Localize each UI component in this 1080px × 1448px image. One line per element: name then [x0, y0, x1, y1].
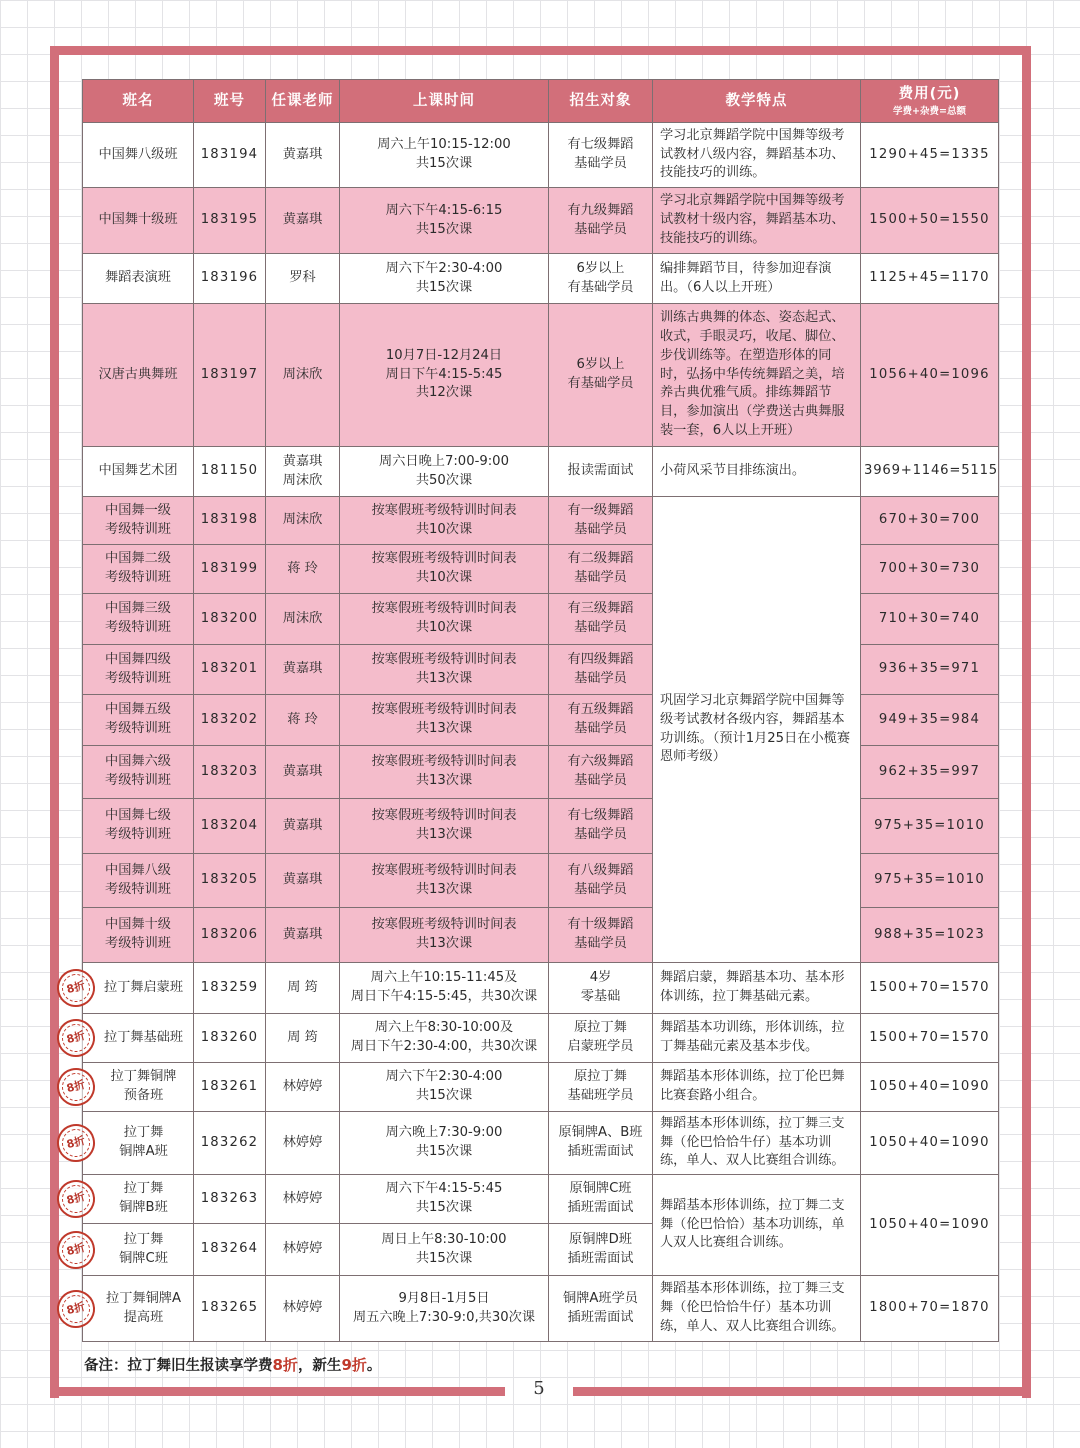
time-line: 共13次课: [415, 773, 473, 788]
target-line: 有十级舞蹈: [567, 917, 634, 933]
time-line: 周六下午2:30-4:00: [385, 260, 503, 276]
fee: 710+30=740: [861, 594, 999, 645]
time-line: 按寒假班考级特训时间表: [371, 702, 517, 718]
target-line: 有四级舞蹈: [567, 651, 634, 667]
fee: 975+35=1010: [861, 854, 999, 908]
time-line: 周日下午4:15-5:45，共30次课: [350, 989, 538, 1004]
class-code: 183206: [194, 908, 266, 963]
class-time: [340, 1014, 549, 1063]
name-line: 预备班: [123, 1088, 164, 1103]
header-fee-subtitle: 学费+杂费=总额: [893, 105, 966, 117]
feature: 训练古典舞的体态、姿态起式、收式，手眼灵巧，收尾、脚位、步伐训练等。在塑造形体的同时，弘扬中华传统舞蹈之美，培养古典优雅气质。排练舞蹈节目，参加演出（学费送古典舞服装一套，6人以上开班）: [653, 304, 861, 447]
class-time: [340, 188, 549, 254]
target: [549, 254, 653, 304]
class-code: 183203: [194, 746, 266, 799]
class-schedule-table: [65, 79, 999, 1342]
target: [549, 854, 653, 908]
target-line: 基础学员: [574, 156, 627, 171]
time-line: 周六下午2:30-4:00: [385, 1069, 503, 1085]
time-line: 共10次课: [415, 570, 473, 585]
target-line: 基础班学员: [567, 1088, 634, 1103]
table-row: [83, 594, 999, 645]
time-line: 周六上午8:30-10:00及: [374, 1020, 514, 1036]
fee: 670+30=700: [861, 497, 999, 545]
fee: 1050+40=1090: [861, 1112, 999, 1175]
target: [549, 1276, 653, 1342]
grade-feature: 巩固学习北京舞蹈学院中国舞等级考试教材各级内容，舞蹈基本功训练。（预计1月25日在小榄赛恩师考级）: [653, 497, 861, 963]
target: [549, 123, 653, 188]
table-row: [83, 1276, 999, 1342]
teacher: 林婷婷: [266, 1175, 340, 1224]
target-line: 基础学员: [574, 721, 627, 736]
target-line: 原铜牌C班: [569, 1181, 632, 1197]
class-name: [65, 1112, 194, 1175]
class-time: [340, 304, 549, 447]
teacher: 周 筠: [266, 1014, 340, 1063]
target: [549, 1063, 653, 1112]
class-code: 183264: [194, 1224, 266, 1276]
time-line: 周六日晚上7:00-9:00: [379, 453, 509, 469]
teacher: 罗科: [266, 254, 340, 304]
discount-stamp: 8折: [53, 965, 100, 1012]
time-line: 周日下午2:30-4:00，共30次课: [350, 1039, 538, 1054]
teacher: [266, 447, 340, 497]
header-teacher: 任课老师: [266, 80, 340, 123]
time-line: 按寒假班考级特训时间表: [371, 651, 517, 667]
target-line: 有基础学员: [567, 376, 634, 391]
class-name: 舞蹈表演班: [83, 254, 194, 304]
class-name: [65, 1224, 194, 1276]
fee: 1500+70=1570: [861, 1014, 999, 1063]
target-line: 有六级舞蹈: [567, 754, 634, 770]
class-name: [83, 799, 194, 854]
time-line: 共10次课: [415, 521, 473, 537]
class-code: 183262: [194, 1112, 266, 1175]
class-code: 183199: [194, 545, 266, 594]
target: [549, 1014, 653, 1063]
time-line: 按寒假班考级特训时间表: [371, 808, 517, 824]
class-code: 183197: [194, 304, 266, 447]
class-name: [65, 1175, 194, 1224]
table-row: [83, 304, 999, 447]
time-line: 共15次课: [415, 1250, 473, 1266]
table-row: [83, 1175, 999, 1224]
name-line: 考级特训班: [105, 773, 171, 788]
target-line: 原拉丁舞: [574, 1020, 627, 1036]
target-line: 有七级舞蹈: [567, 808, 634, 824]
table-row: [83, 497, 999, 545]
table-row: [83, 1112, 999, 1175]
name-line: 提高班: [123, 1309, 164, 1325]
class-name: 中国舞八级班: [83, 123, 194, 188]
name-line: 中国舞一级: [105, 502, 171, 518]
time-line: 共13次课: [415, 827, 473, 842]
class-time: [340, 497, 549, 545]
class-name: [83, 746, 194, 799]
table-row: [83, 963, 999, 1014]
fee: 949+35=984: [861, 695, 999, 746]
class-code: 183198: [194, 497, 266, 545]
table-row: [83, 854, 999, 908]
target-line: 有九级舞蹈: [567, 202, 634, 218]
time-line: 周日下午4:15-5:45: [385, 366, 503, 382]
target-line: 4岁: [589, 970, 612, 986]
header-code: 班号: [194, 80, 266, 123]
class-code: 183202: [194, 695, 266, 746]
name-line: 拉丁舞铜牌A: [106, 1290, 181, 1306]
target-line: 有三级舞蹈: [567, 601, 634, 617]
feature: 编排舞蹈节目，待参加迎春演出。（6人以上开班）: [653, 254, 861, 304]
teacher: 林婷婷: [266, 1224, 340, 1276]
time-line: 10月7日-12月24日: [385, 347, 503, 363]
table-row: [83, 123, 999, 188]
fee: 1500+50=1550: [861, 188, 999, 254]
class-code: 183259: [194, 963, 266, 1014]
note-discount-new: 9折: [341, 1356, 367, 1374]
target-line: 基础学员: [574, 881, 627, 897]
class-name: 中国舞十级班: [83, 188, 194, 254]
class-code: 183260: [194, 1014, 266, 1063]
target-line: 原铜牌A、B班: [558, 1125, 643, 1141]
time-line: 周六上午10:15-11:45及: [370, 970, 518, 986]
time-line: 周日上午8:30-10:00: [381, 1231, 507, 1247]
table-row: [83, 695, 999, 746]
class-name: [83, 908, 194, 963]
header-time: 上课时间: [340, 80, 549, 123]
teacher: 黄嘉琪: [266, 645, 340, 695]
class-code: 183194: [194, 123, 266, 188]
target: [549, 799, 653, 854]
page-number: 5: [533, 1378, 545, 1399]
target: [549, 304, 653, 447]
teacher-line: 黄嘉琪: [282, 453, 323, 469]
feature: 舞蹈基本形体训练，拉丁舞三支舞（伦巴恰恰牛仔）基本功训练，单人、双人比赛组合训练。: [653, 1276, 861, 1342]
table-row: [83, 645, 999, 695]
class-time: [340, 1276, 549, 1342]
teacher: 黄嘉琪: [266, 854, 340, 908]
name-line: 考级特训班: [105, 521, 171, 537]
name-line: 铜牌A班: [119, 1144, 168, 1159]
fee: 700+30=730: [861, 545, 999, 594]
name-line: 中国舞十级: [105, 917, 171, 933]
teacher: 黄嘉琪: [266, 188, 340, 254]
class-name: [83, 545, 194, 594]
time-line: 共13次课: [415, 936, 473, 951]
teacher: 黄嘉琪: [266, 123, 340, 188]
name-line: 考级特训班: [105, 570, 171, 585]
teacher: 周沫欣: [266, 594, 340, 645]
header-target: 招生对象: [549, 80, 653, 123]
class-name: [83, 695, 194, 746]
teacher: 蒋 玲: [266, 545, 340, 594]
class-time: [340, 1063, 549, 1112]
fee: 1800+70=1870: [861, 1276, 999, 1342]
feature: 舞蹈基本形体训练，拉丁舞二支舞（伦巴恰恰）基本功训练，单人双人比赛组合训练。: [653, 1175, 861, 1276]
target-line: 铜牌A班学员: [563, 1290, 638, 1306]
time-line: 周六下午4:15-5:45: [385, 1181, 503, 1197]
name-line: 铜牌B班: [119, 1200, 168, 1215]
teacher: 林婷婷: [266, 1063, 340, 1112]
target-line: 基础学员: [574, 570, 627, 585]
fee: 1500+70=1570: [861, 963, 999, 1014]
note-discount-old: 8折: [272, 1356, 298, 1374]
target: [549, 746, 653, 799]
time-line: 共15次课: [415, 1200, 473, 1215]
fee: 1125+45=1170: [861, 254, 999, 304]
target: [549, 594, 653, 645]
class-time: [340, 963, 549, 1014]
target: [549, 1224, 653, 1276]
target-line: 插班需面试: [567, 1250, 634, 1266]
teacher: 黄嘉琪: [266, 908, 340, 963]
table-row: [83, 908, 999, 963]
name-line: 考级特训班: [105, 721, 171, 736]
header-fee: [861, 80, 999, 123]
class-time: [340, 799, 549, 854]
feature: 学习北京舞蹈学院中国舞等级考试教材十级内容，舞蹈基本功、技能技巧的训练。: [653, 188, 861, 254]
header-fee-title: 费用(元): [898, 85, 961, 102]
note-prefix: 备注：拉丁舞旧生报读享学费: [84, 1358, 273, 1374]
class-time: [340, 695, 549, 746]
fee: 1290+45=1335: [861, 123, 999, 188]
class-name: [83, 594, 194, 645]
teacher: 林婷婷: [266, 1276, 340, 1342]
name-line: 拉丁舞基础班: [103, 1029, 184, 1045]
name-line: 中国舞八级: [105, 862, 171, 878]
target-line: 基础学员: [574, 521, 627, 537]
target: [549, 1112, 653, 1175]
class-code: 183196: [194, 254, 266, 304]
class-name: 汉唐古典舞班: [83, 304, 194, 447]
class-code: 183201: [194, 645, 266, 695]
class-name: [83, 645, 194, 695]
name-line: 铜牌C班: [119, 1250, 168, 1266]
target-line: 基础学员: [574, 620, 627, 635]
name-line: 考级特训班: [105, 881, 171, 897]
time-line: 共10次课: [415, 620, 473, 635]
name-line: 考级特训班: [105, 670, 171, 686]
class-time: [340, 1224, 549, 1276]
time-line: 周六下午4:15-6:15: [385, 202, 503, 218]
time-line: 按寒假班考级特训时间表: [371, 601, 517, 617]
discount-stamp: 8折: [53, 1176, 100, 1223]
teacher-line: 周沫欣: [282, 472, 323, 488]
class-time: [340, 746, 549, 799]
class-time: [340, 123, 549, 188]
target: [549, 695, 653, 746]
target: [549, 497, 653, 545]
name-line: 拉丁舞: [123, 1231, 164, 1247]
discount-stamp: 8折: [53, 1064, 100, 1111]
name-line: 考级特训班: [105, 620, 171, 635]
time-line: 共15次课: [415, 1088, 473, 1103]
class-name: [65, 1014, 194, 1063]
target-line: 基础学员: [574, 221, 627, 237]
name-line: 拉丁舞: [123, 1181, 164, 1197]
fee: 975+35=1010: [861, 799, 999, 854]
class-code: 183205: [194, 854, 266, 908]
class-name: [83, 497, 194, 545]
class-code: 183265: [194, 1276, 266, 1342]
class-time: [340, 854, 549, 908]
bottom-bar-left: [50, 1387, 505, 1396]
name-line: 中国舞二级: [105, 551, 171, 567]
name-line: 考级特训班: [105, 827, 171, 842]
class-code: 181150: [194, 447, 266, 497]
time-line: 按寒假班考级特训时间表: [371, 551, 517, 567]
fee: 3969+1146=5115: [861, 447, 999, 497]
class-time: [340, 447, 549, 497]
target-line: 6岁以上: [576, 357, 625, 373]
name-line: 拉丁舞启蒙班: [103, 979, 184, 995]
table-row: [83, 746, 999, 799]
target: [549, 908, 653, 963]
fee: 936+35=971: [861, 645, 999, 695]
target: [549, 545, 653, 594]
target-line: 基础学员: [574, 773, 627, 788]
time-line: 按寒假班考级特训时间表: [371, 502, 517, 518]
time-line: 周六上午10:15-12:00: [377, 137, 511, 153]
feature: 学习北京舞蹈学院中国舞等级考试教材八级内容，舞蹈基本功、技能技巧的训练。: [653, 123, 861, 188]
table-row: [83, 188, 999, 254]
target-line: 基础学员: [574, 670, 627, 686]
note-mid: ，新生: [297, 1358, 342, 1374]
time-line: 共12次课: [415, 385, 473, 401]
feature: 舞蹈基本形体训练，拉丁伦巴舞比赛套路小组合。: [653, 1063, 861, 1112]
class-name: 中国舞艺术团: [83, 447, 194, 497]
class-code: 183204: [194, 799, 266, 854]
target-line: 插班需面试: [567, 1200, 634, 1215]
name-line: 中国舞七级: [105, 808, 171, 824]
feature: 小荷风采节目排练演出。: [653, 447, 861, 497]
footnote: [84, 1354, 381, 1375]
target: [549, 645, 653, 695]
class-time: [340, 908, 549, 963]
header-name: 班名: [83, 80, 194, 123]
teacher: 蒋 玲: [266, 695, 340, 746]
target-line: 有一级舞蹈: [567, 502, 634, 518]
class-time: [340, 645, 549, 695]
discount-stamp: 8折: [53, 1015, 100, 1062]
teacher: 黄嘉琪: [266, 746, 340, 799]
target-line: 有五级舞蹈: [567, 702, 634, 718]
name-line: 中国舞四级: [105, 651, 171, 667]
target-line: 基础学员: [574, 936, 627, 951]
time-line: 共15次课: [415, 156, 473, 171]
teacher: 周沫欣: [266, 497, 340, 545]
note-suffix: 。: [366, 1358, 382, 1374]
target: [549, 1175, 653, 1224]
class-code: 183195: [194, 188, 266, 254]
teacher: 黄嘉琪: [266, 799, 340, 854]
class-code: 183261: [194, 1063, 266, 1112]
target-line: 原拉丁舞: [574, 1069, 627, 1085]
bottom-bar-right: [573, 1387, 1031, 1396]
class-name: [65, 1276, 194, 1342]
header-row: [83, 80, 999, 123]
target-line: 有二级舞蹈: [567, 551, 634, 567]
time-line: 共13次课: [415, 721, 473, 736]
class-code: 183200: [194, 594, 266, 645]
table-row: [83, 799, 999, 854]
table-row: [83, 545, 999, 594]
feature: 舞蹈启蒙，舞蹈基本功、基本形体训练，拉丁舞基础元素。: [653, 963, 861, 1014]
name-line: 考级特训班: [105, 936, 171, 951]
class-time: [340, 594, 549, 645]
feature: 舞蹈基本形体训练，拉丁舞三支舞（伦巴恰恰牛仔）基本功训练，单人、双人比赛组合训练。: [653, 1112, 861, 1175]
name-line: 拉丁舞铜牌: [110, 1069, 177, 1085]
discount-stamp: 8折: [53, 1120, 100, 1167]
class-time: [340, 254, 549, 304]
target-line: 6岁以上: [576, 260, 625, 276]
target-line: 启蒙班学员: [567, 1039, 634, 1054]
time-line: 共15次课: [415, 279, 473, 295]
class-name: [65, 1063, 194, 1112]
name-line: 中国舞六级: [105, 754, 171, 770]
fee: 1056+40=1096: [861, 304, 999, 447]
class-name: [83, 854, 194, 908]
target: 报读需面试: [549, 447, 653, 497]
teacher: 周 筠: [266, 963, 340, 1014]
target: [549, 188, 653, 254]
teacher: 林婷婷: [266, 1112, 340, 1175]
time-line: 周五六晚上7:30-9:0,共30次课: [352, 1309, 536, 1325]
header-feature: 教学特点: [653, 80, 861, 123]
target-line: 基础学员: [574, 827, 627, 842]
teacher: 周沫欣: [266, 304, 340, 447]
time-line: 9月8日-1月5日: [398, 1290, 490, 1306]
target-line: 有七级舞蹈: [567, 137, 634, 153]
class-time: [340, 1112, 549, 1175]
target: [549, 963, 653, 1014]
table-row: [83, 1014, 999, 1063]
target-line: 零基础: [580, 989, 621, 1004]
target-line: 有基础学员: [567, 279, 634, 295]
target-line: 插班需面试: [567, 1309, 634, 1325]
time-line: 按寒假班考级特训时间表: [371, 862, 517, 878]
time-line: 按寒假班考级特训时间表: [371, 754, 517, 770]
time-line: 共15次课: [415, 1144, 473, 1159]
time-line: 周六晚上7:30-9:00: [385, 1125, 503, 1141]
table-row: [83, 254, 999, 304]
table-row: [83, 447, 999, 497]
time-line: 共50次课: [415, 472, 473, 488]
fee: 962+35=997: [861, 746, 999, 799]
name-line: 中国舞五级: [105, 702, 171, 718]
class-time: [340, 1175, 549, 1224]
name-line: 中国舞三级: [105, 601, 171, 617]
fee: 1050+40=1090: [861, 1063, 999, 1112]
target-line: 插班需面试: [567, 1144, 634, 1159]
target-line: 原铜牌D班: [569, 1231, 632, 1247]
name-line: 拉丁舞: [123, 1125, 164, 1141]
time-line: 共13次课: [415, 670, 473, 686]
time-line: 按寒假班考级特训时间表: [371, 917, 517, 933]
table-row: [83, 1063, 999, 1112]
fee: 988+35=1023: [861, 908, 999, 963]
feature: 舞蹈基本功训练，形体训练，拉丁舞基础元素及基本步伐。: [653, 1014, 861, 1063]
class-code: 183263: [194, 1175, 266, 1224]
class-time: [340, 545, 549, 594]
discount-stamp: 8折: [53, 1226, 100, 1273]
fee: 1050+40=1090: [861, 1175, 999, 1276]
discount-stamp: 8折: [53, 1285, 100, 1332]
class-name: [65, 963, 194, 1014]
time-line: 共13次课: [415, 881, 473, 897]
target-line: 有八级舞蹈: [567, 862, 634, 878]
time-line: 共15次课: [415, 221, 473, 237]
